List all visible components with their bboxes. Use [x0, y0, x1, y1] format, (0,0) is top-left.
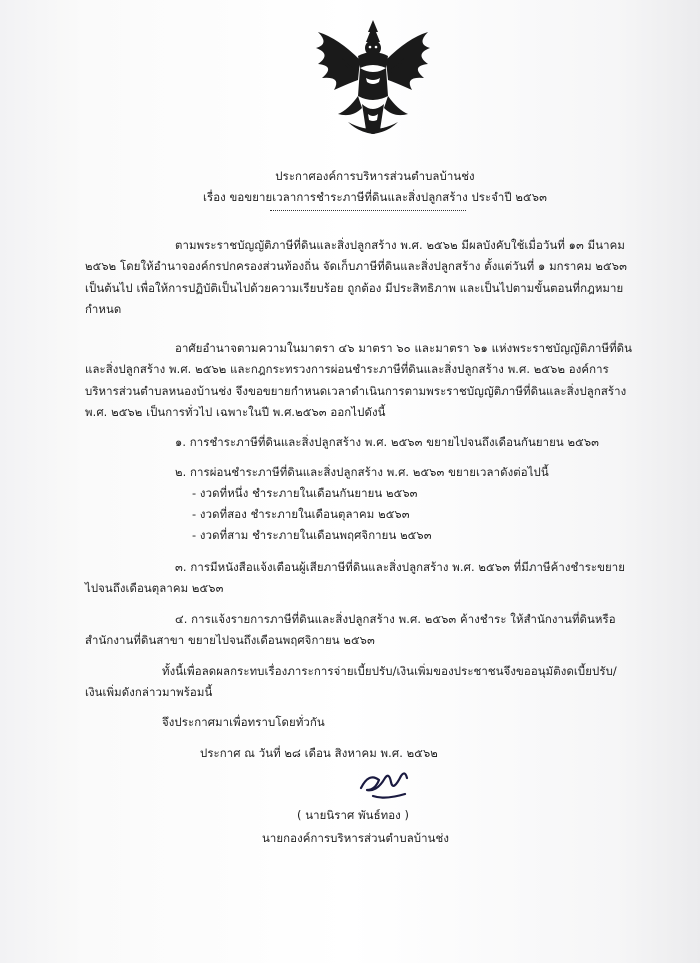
paragraph-line: บริหารส่วนตำบลหนองบ้านช่ง จึงขอขยายกำหนดเวลาดำเนินการตามพระราชบัญญัติภาษีที่ดินและสิ่งปลูกสร้าง: [85, 384, 627, 398]
list-item: ๔. การแจ้งรายการภาษีที่ดินและสิ่งปลูกสร้าง พ.ศ. ๒๕๖๓ ค้างชำระ ให้สำนักงานที่ดินหรือ: [175, 612, 616, 626]
signatory-name: ( นายนิราศ พันธ์ทอง ): [297, 808, 410, 822]
paragraph-line: และสิ่งปลูกสร้าง พ.ศ. ๒๕๖๒ และกฎกระทรวงการผ่อนชำระภาษีที่ดินและสิ่งปลูกสร้าง พ.ศ. ๒๕๖๒ องค์การ: [85, 362, 609, 376]
list-item: ๓. การมีหนังสือแจ้งเตือนผู้เสียภาษีที่ดินและสิ่งปลูกสร้าง พ.ศ. ๒๕๖๓ ที่มีภาษีค้างชำระขยาย: [175, 560, 626, 574]
list-item: ๒. การผ่อนชำระภาษีที่ดินและสิ่งปลูกสร้าง พ.ศ. ๒๕๖๓ ขยายเวลาดังต่อไปนี้: [175, 465, 549, 479]
paragraph-line: เงินเพิ่มดังกล่าวมาพร้อมนี้: [85, 685, 213, 699]
signatory-position: นายกองค์การบริหารส่วนตำบลบ้านช่ง: [262, 831, 450, 845]
list-item: สำนักงานที่ดินสาขา ขยายไปจนถึงเดือนพฤศจิกายน ๒๕๖๓: [85, 633, 375, 647]
sub-list-item: - งวดที่สาม ชำระภายในเดือนพฤศจิกายน ๒๕๖๓: [192, 528, 432, 542]
handwritten-signature: [355, 768, 415, 804]
sub-list-item: - งวดที่สอง ชำระภายในเดือนตุลาคม ๒๕๖๓: [192, 507, 410, 521]
paragraph-line: กำหนด: [85, 302, 122, 316]
announcement-date: ประกาศ ณ วันที่ ๒๘ เดือน สิงหาคม พ.ศ. ๒๕๖๒: [200, 746, 438, 760]
announcement-text: จึงประกาศมาเพื่อทราบโดยทั่วกัน: [162, 715, 325, 729]
paragraph-line: ตามพระราชบัญญัติภาษีที่ดินและสิ่งปลูกสร้าง พ.ศ. ๒๕๖๒ มีผลบังคับใช้เมื่อวันที่ ๑๓ มีนาคม: [175, 238, 625, 252]
paragraph-line: เป็นต้นไป เพื่อให้การปฏิบัติเป็นไปด้วยความเรียบร้อย ถูกต้อง มีประสิทธิภาพ และเป็นไปตามขั้นตอนที่กฎหมาย: [85, 281, 624, 295]
paragraph-line: อาศัยอำนาจตามความในมาตรา ๔๖ มาตรา ๖๐ และมาตรา ๖๑ แห่งพระราชบัญญัติภาษีที่ดิน: [175, 341, 633, 355]
paragraph-line: ทั้งนี้เพื่อลดผลกระทบเรื่องภาระการจ่ายเบี้ยปรับ/เงินเพิ่มของประชาชนจึงขออนุมัติงดเบี้ยปรับ/: [162, 664, 617, 678]
page-title: ประกาศองค์การบริหารส่วนตำบลบ้านช่ง: [275, 169, 475, 183]
divider: [270, 210, 466, 211]
document-subject: เรื่อง ขอขยายเวลาการชำระภาษีที่ดินและสิ่งปลูกสร้าง ประจำปี ๒๕๖๓: [203, 190, 547, 204]
list-item: ๑. การชำระภาษีที่ดินและสิ่งปลูกสร้าง พ.ศ. ๒๕๖๓ ขยายไปจนถึงเดือนกันยายน ๒๕๖๓: [175, 435, 600, 449]
list-item: ไปจนถึงเดือนตุลาคม ๒๕๖๓: [85, 581, 224, 595]
sub-list-item: - งวดที่หนึ่ง ชำระภายในเดือนกันยายน ๒๕๖๓: [192, 486, 418, 500]
garuda-emblem-icon: [308, 18, 438, 140]
paragraph-line: ๒๕๖๒ โดยให้อำนาจองค์กรปกครองส่วนท้องถิ่น จัดเก็บภาษีที่ดินและสิ่งปลูกสร้าง ตั้งแต่วันที่ ๑ มกราคม ๒๕๖๓: [85, 259, 627, 273]
paragraph-line: พ.ศ. ๒๕๖๒ เป็นการทั่วไป เฉพาะในปี พ.ศ.๒๕๖๓ ออกไปดังนี้: [85, 405, 386, 419]
